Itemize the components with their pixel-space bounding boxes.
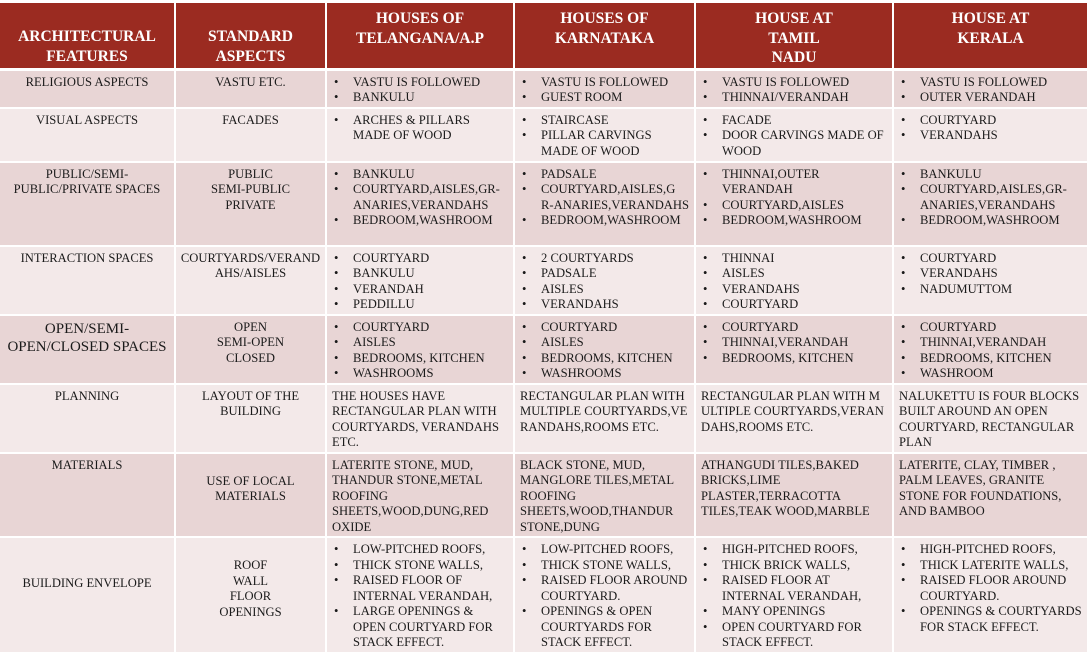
bullet-list	[701, 75, 887, 106]
cell-text: NALUKETTU IS FOUR BLOCKS BUILT AROUND AN OPEN COURTYARD, RECTANGULAR PLAN	[899, 388, 1080, 449]
aspect-cell	[175, 315, 326, 384]
bullet-list	[701, 251, 887, 313]
list-item: • BEDROOM,WASHROOM	[520, 213, 689, 229]
list-item: • COURTYARD,AISLES,G R-ANARIES,VERANDAHS	[520, 182, 689, 213]
table-row	[0, 108, 1087, 162]
list-item: • AISLES	[520, 335, 689, 351]
list-item: • BEDROOMS, KITCHEN	[332, 351, 508, 367]
list-item: • HIGH-PITCHED ROOFS,	[701, 542, 887, 558]
list-item: • GUEST ROOM	[520, 90, 689, 106]
list-item: • WASHROOMS	[520, 366, 689, 382]
list-item: • RAISED FLOOR AROUND COURTYARD.	[520, 573, 689, 604]
list-item: • COURTYARD	[899, 251, 1082, 267]
list-item: • BANKULU	[332, 266, 508, 282]
telangana-cell	[326, 162, 514, 246]
list-item: • BEDROOM,WASHROOM	[899, 213, 1082, 229]
list-item: • COURTYARD	[520, 320, 689, 336]
table-row	[0, 315, 1087, 384]
list-item: • OUTER VERANDAH	[899, 90, 1082, 106]
karnataka-cell	[514, 537, 695, 653]
bullet-list	[332, 75, 508, 106]
bullet-list	[701, 113, 887, 160]
list-item: • THINNAI/VERANDAH	[701, 90, 887, 106]
list-item: • COURTYARD,AISLES,GR-ANARIES,VERANDAHS	[332, 182, 508, 213]
list-item: • NADUMUTTOM	[899, 282, 1082, 298]
aspect-cell	[175, 162, 326, 246]
list-item: • BANKULU	[332, 90, 508, 106]
table-row	[0, 246, 1087, 315]
feature-cell: PLANNING	[0, 384, 175, 453]
feature-cell: PUBLIC/SEMI-PUBLIC/PRIVATE SPACES	[0, 162, 175, 246]
list-item: • BEDROOMS, KITCHEN	[899, 351, 1082, 367]
list-item: • VASTU IS FOLLOWED	[701, 75, 887, 91]
list-item: • OPEN COURTYARD FOR STACK EFFECT.	[701, 620, 887, 651]
aspect-line: WALL	[233, 573, 268, 588]
karnataka-cell	[514, 162, 695, 246]
list-item: • VERANDAH	[332, 282, 508, 298]
aspect-line: CLOSED	[226, 350, 275, 365]
telangana-cell	[326, 69, 514, 108]
aspect-line: SEMI-PUBLIC	[210, 182, 291, 196]
karnataka-cell	[514, 108, 695, 162]
kerala-cell	[893, 246, 1087, 315]
table-row	[0, 537, 1087, 653]
bullet-list	[520, 113, 689, 160]
feature-cell: VISUAL ASPECTS	[0, 108, 175, 162]
feature-cell: BUILDING ENVELOPE	[0, 537, 175, 653]
list-item: • VERANDAHS	[899, 128, 1082, 144]
list-item: • COURTYARD,AISLES,GR-ANARIES,VERANDAHS	[899, 182, 1082, 213]
telangana-cell	[326, 453, 514, 538]
cell-text: LATERITE, CLAY, TIMBER , PALM LEAVES, GRANITE STONE FOR FOUNDATIONS, AND BAMBOO	[899, 457, 1062, 518]
aspect-line: ROOF	[233, 558, 268, 572]
header-architectural-features: ARCHITECTURAL FEATURES	[0, 3, 175, 69]
list-item: • PILLAR CARVINGS MADE OF WOOD	[520, 128, 689, 159]
list-item: • AISLES	[332, 335, 508, 351]
list-item: • WASHROOMS	[332, 366, 508, 382]
list-item: • VASTU IS FOLLOWED	[899, 75, 1082, 91]
list-item: • COURTYARD	[701, 320, 887, 336]
list-item: • AISLES	[701, 266, 887, 282]
list-item: • COURTYARD	[899, 113, 1082, 129]
kerala-cell	[893, 108, 1087, 162]
list-item: • LARGE OPENINGS & OPEN COURTYARD FOR STACK EFFECT.	[332, 604, 508, 651]
kerala-cell	[893, 453, 1087, 538]
list-item: • THINNAI	[701, 251, 887, 267]
table-row	[0, 384, 1087, 453]
list-item: • WASHROOM	[899, 366, 1082, 382]
list-item: • THICK STONE WALLS,	[332, 558, 508, 574]
aspect-cell: COURTYARDS/VERANDAHS/AISLES	[175, 246, 326, 315]
list-item: • THINNAI,VERANDAH	[899, 335, 1082, 351]
list-item: • FACADE	[701, 113, 887, 129]
aspect-cell: USE OF LOCAL MATERIALS	[175, 453, 326, 538]
list-item: • COURTYARD	[701, 297, 887, 313]
aspect-cell: LAYOUT OF THE BUILDING	[175, 384, 326, 453]
bullet-list	[701, 320, 887, 367]
list-item: • BANKULU	[332, 167, 508, 183]
list-item: • OPENINGS & COURTYARDS FOR STACK EFFECT.	[899, 604, 1082, 635]
list-item: • BEDROOM,WASHROOM	[332, 213, 508, 229]
tamil-nadu-cell	[695, 162, 893, 246]
header-standard-aspects: STANDARD ASPECTS	[175, 3, 326, 69]
table-row	[0, 162, 1087, 246]
tamil-nadu-cell	[695, 453, 893, 538]
bullet-list	[332, 251, 508, 313]
telangana-cell	[326, 315, 514, 384]
cell-text: ATHANGUDI TILES,BAKED BRICKS,LIME PLASTER,TERRACOTTA TILES,TEAK WOOD,MARBLE	[701, 457, 870, 518]
list-item: • DOOR CARVINGS MADE OF WOOD	[701, 128, 887, 159]
telangana-cell	[326, 384, 514, 453]
bullet-list	[899, 75, 1082, 106]
karnataka-cell	[514, 246, 695, 315]
telangana-cell	[326, 246, 514, 315]
telangana-cell	[326, 537, 514, 653]
list-item: • THINNAI,OUTER VERANDAH	[701, 167, 887, 198]
telangana-cell	[326, 108, 514, 162]
kerala-cell	[893, 384, 1087, 453]
aspect-line: OPENINGS	[219, 604, 282, 619]
list-item: • COURTYARD	[332, 251, 508, 267]
bullet-list	[899, 320, 1082, 382]
bullet-list	[899, 167, 1082, 229]
bullet-list	[899, 113, 1082, 144]
list-item: • MANY OPENINGS	[701, 604, 887, 620]
list-item: • THICK LATERITE WALLS,	[899, 558, 1082, 574]
list-item: • COURTYARD	[332, 320, 508, 336]
list-item: • STAIRCASE	[520, 113, 689, 129]
list-item: • VERANDAHS	[899, 266, 1082, 282]
aspect-cell	[175, 537, 326, 653]
bullet-list	[899, 251, 1082, 298]
list-item: • THINNAI,VERANDAH	[701, 335, 887, 351]
cell-text: BLACK STONE, MUD, MANGLORE TILES,METAL ROOFING SHEETS,WOOD,THANDUR STONE,DUNG	[520, 457, 674, 534]
list-item: • OPENINGS & OPEN COURTYARDS FOR STACK EFFECT.	[520, 604, 689, 651]
kerala-cell	[893, 69, 1087, 108]
feature-cell: RELIGIOUS ASPECTS	[0, 69, 175, 108]
list-item: • PEDDILLU	[332, 297, 508, 313]
bullet-list	[520, 75, 689, 106]
list-item: • AISLES	[520, 282, 689, 298]
header-row	[0, 3, 1087, 69]
list-item: • VERANDAHS	[701, 282, 887, 298]
header-tamil-nadu: HOUSE AT TAMIL NADU	[695, 3, 893, 69]
karnataka-cell	[514, 384, 695, 453]
list-item: • THICK BRICK WALLS,	[701, 558, 887, 574]
bullet-list	[332, 320, 508, 382]
bullet-list	[520, 320, 689, 382]
list-item: • RAISED FLOOR AROUND COURTYARD.	[899, 573, 1082, 604]
list-item: • THICK STONE WALLS,	[520, 558, 689, 574]
table-row	[0, 453, 1087, 538]
bullet-list	[332, 542, 508, 651]
aspect-line: OPEN	[234, 319, 267, 334]
bullet-list	[520, 542, 689, 651]
list-item: • VASTU IS FOLLOWED	[332, 75, 508, 91]
feature-cell: INTERACTION SPACES	[0, 246, 175, 315]
bullet-list	[520, 251, 689, 313]
feature-cell: OPEN/SEMI-OPEN/CLOSED SPACES	[0, 315, 175, 384]
bullet-list	[701, 542, 887, 651]
list-item: • ARCHES & PILLARS MADE OF WOOD	[332, 113, 508, 144]
table-row	[0, 69, 1087, 108]
header-karnataka: HOUSES OF KARNATAKA	[514, 3, 695, 69]
aspect-line: FLOOR	[229, 589, 272, 603]
header-kerala: HOUSE AT KERALA	[893, 3, 1087, 69]
list-item: • BEDROOM,WASHROOM	[701, 213, 887, 229]
list-item: • COURTYARD,AISLES	[701, 198, 887, 214]
header-telangana: HOUSES OF TELANGANA/A.P	[326, 3, 514, 69]
tamil-nadu-cell	[695, 69, 893, 108]
tamil-nadu-cell	[695, 315, 893, 384]
aspect-line: PRIVATE	[225, 197, 276, 212]
list-item: • PADSALE	[520, 167, 689, 183]
aspect-line: PUBLIC	[228, 166, 273, 181]
list-item: • HIGH-PITCHED ROOFS,	[899, 542, 1082, 558]
list-item: • PADSALE	[520, 266, 689, 282]
tamil-nadu-cell	[695, 537, 893, 653]
tamil-nadu-cell	[695, 246, 893, 315]
tamil-nadu-cell	[695, 384, 893, 453]
aspect-line: SEMI-OPEN	[216, 335, 285, 349]
list-item: • RAISED FLOOR OF INTERNAL VERANDAH,	[332, 573, 508, 604]
kerala-cell	[893, 537, 1087, 653]
list-item: • 2 COURTYARDS	[520, 251, 689, 267]
cell-text: LATERITE STONE, MUD, THANDUR STONE,METAL ROOFING SHEETS,WOOD,DUNG,RED OXIDE	[332, 457, 489, 534]
kerala-cell	[893, 315, 1087, 384]
tamil-nadu-cell	[695, 108, 893, 162]
cell-text: RECTANGULAR PLAN WITH MULTIPLE COURTYARDS,VERANDAHS,ROOMS ETC.	[701, 388, 884, 434]
aspect-cell: VASTU ETC.	[175, 69, 326, 108]
karnataka-cell	[514, 315, 695, 384]
cell-text: THE HOUSES HAVE RECTANGULAR PLAN WITH COURTYARDS, VERANDAHS ETC.	[332, 388, 499, 449]
bullet-list	[701, 167, 887, 229]
list-item: • RAISED FLOOR AT INTERNAL VERANDAH,	[701, 573, 887, 604]
list-item: • LOW-PITCHED ROOFS,	[520, 542, 689, 558]
karnataka-cell	[514, 453, 695, 538]
bullet-list	[520, 167, 689, 229]
list-item: • VASTU IS FOLLOWED	[520, 75, 689, 91]
list-item: • BEDROOMS, KITCHEN	[701, 351, 887, 367]
bullet-list	[332, 167, 508, 229]
kerala-cell	[893, 162, 1087, 246]
karnataka-cell	[514, 69, 695, 108]
bullet-list	[899, 542, 1082, 635]
list-item: • COURTYARD	[899, 320, 1082, 336]
cell-text: RECTANGULAR PLAN WITH MULTIPLE COURTYARDS,VERANDAHS,ROOMS ETC.	[520, 388, 688, 434]
bullet-list	[332, 113, 508, 144]
list-item: • LOW-PITCHED ROOFS,	[332, 542, 508, 558]
aspect-cell: FACADES	[175, 108, 326, 162]
list-item: • BEDROOMS, KITCHEN	[520, 351, 689, 367]
feature-cell: MATERIALS	[0, 453, 175, 538]
comparison-table	[0, 3, 1087, 654]
list-item: • VERANDAHS	[520, 297, 689, 313]
list-item: • BANKULU	[899, 167, 1082, 183]
